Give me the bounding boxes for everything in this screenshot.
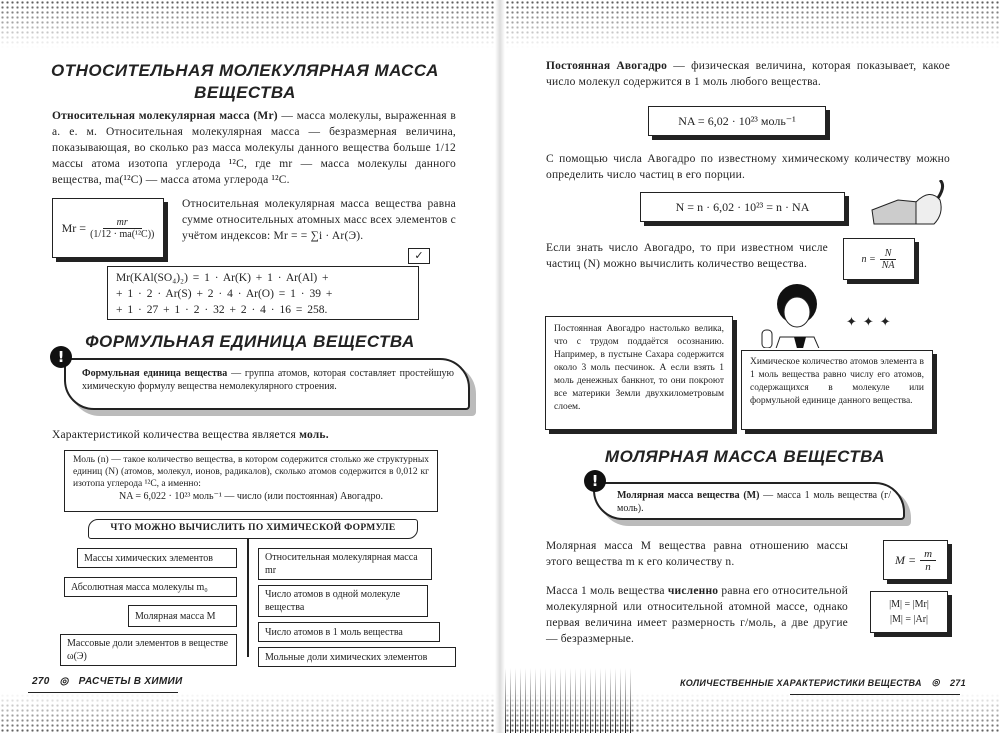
abs-formula: |M| = |Mr| (889, 599, 929, 610)
term: Постоянная Авогадро (546, 60, 668, 72)
example-line: + 1 · 27 + 1 · 2 · 32 + 2 · 4 · 16 = 258. (116, 304, 328, 316)
diagram-node: Относительная молекулярная масса mr (258, 548, 432, 580)
term: Молярная масса вещества (M) (617, 490, 760, 501)
formula-denominator: NA (881, 259, 895, 271)
sparkle-icon: ✦✦✦ (846, 314, 897, 329)
avogadro-formula: NA = 6,022 · 10²³ моль⁻¹ — число (или постоянная) Авогадро. (119, 491, 383, 502)
page-title: ОТНОСИТЕЛЬНАЯ МОЛЕКУЛЯРНАЯ МАССА (51, 61, 439, 80)
diagram-node: Массы химических элементов (77, 548, 237, 568)
page-number: 271 (949, 677, 966, 688)
spiral-icon: ◎ (931, 677, 940, 687)
check-icon: ✓ (408, 248, 430, 264)
abs-formula: |M| = |Ar| (889, 614, 929, 625)
fact-box: Постоянная Авогадро настолько велика, что с трудом поддаётся осознанию. Например, в пустыне Сахара содержится около 3 моль песчинок. А если взять 1 моль денежных банкнот, то они покроют все материки Земли двухкилометровым слоем. (545, 316, 733, 430)
formula-numerator: N (880, 248, 897, 260)
definition-text: — масса молекулы, выраженная в а. е. м. Относительная молекулярная масса — безразмерная величина, показывающая, во сколько раз масса молекулы данного вещества больше 1/12 массы атома изотопа углерода ¹²C, где mr — масса молекулы данного вещества, ma(¹²C) — масса атома углерода ¹²C. (52, 110, 456, 186)
text: равна его относительной молекулярной или относительной атомной массе, однако первая величина имеет размерность г/моль, а две другие — безразмерные. (546, 585, 848, 645)
section-heading: ФОРМУЛЬНАЯ ЕДИНИЦА ВЕЩЕСТВА (85, 332, 415, 351)
mole-term: моль. (299, 429, 329, 441)
example-line: + 1 · 2 · Ar(S) + 2 · 4 · Ar(O) = 1 · 39 + (116, 288, 333, 300)
definition-text: — физическая величина, которая показывает, какое число молекул содержится в 1 моль любого вещества. (546, 60, 950, 88)
formula-diagram-banner: ЧТО МОЖНО ВЫЧИСЛИТЬ ПО ХИМИЧЕСКОЙ ФОРМУЛЕ (88, 519, 418, 539)
spiral-icon: ◎ (59, 676, 69, 687)
fact-box: Химическое количество атомов элемента в 1 моль вещества равно числу его атомов, содержащихся в молекуле или формульной единице данного вещества. (741, 350, 933, 430)
mole-definition: Моль (n) — такое количество вещества, в котором содержится столько же структурных единиц (N) (атомов, молекул, ионов, радикалов), сколько атомов содержится в 0,012 кг изотопа углерода ¹²C, а именно: (73, 455, 429, 489)
example-line: Mr(KAl(SO₄)₂) = 1 · Ar(K) + 1 · Ar(Al) + (116, 272, 329, 284)
term: Формульная единица вещества (82, 368, 228, 379)
character-illustration (752, 282, 842, 348)
mole-definition-box (64, 450, 438, 512)
definition-paragraph (52, 108, 456, 188)
paragraph (546, 583, 848, 647)
exclamation-icon: ! (50, 346, 72, 368)
definition-callout (593, 482, 905, 520)
formula-numerator: mr (103, 217, 142, 229)
mole-intro-text: Характеристикой количества вещества является (52, 429, 300, 441)
formula-denominator: (1/12 · ma(¹²C)) (90, 228, 155, 240)
example-calculation-box (107, 266, 419, 320)
diagram-node: Абсолютная масса молекулы m₀ (64, 577, 237, 597)
paragraph: Если знать число Авогадро, то при известном числе частиц (N) можно вычислить количество вещества. (546, 242, 828, 270)
n-formula-box: N = n · 6,02 · 10²³ = n · NA (640, 192, 845, 222)
definition-text: — масса 1 моль вещества (г/моль). (617, 490, 891, 514)
sum-rule-text: Относительная молекулярная масса вещества равна сумме относительных атомных масс всех элементов с учётом индексов: Mr = = ∑i · Ar(Э). (182, 198, 456, 242)
page-footer (680, 677, 966, 688)
paragraph: Молярная масса M вещества равна отношению массы этого вещества m к его количеству n. (546, 540, 848, 568)
diagram-node: Число атомов в одной молекуле вещества (258, 585, 428, 617)
mr-formula-box (52, 198, 164, 258)
na-formula-box: NA = 6,02 · 10²³ моль⁻¹ (648, 106, 826, 136)
page-title-line2: ВЕЩЕСТВА (194, 83, 296, 102)
section-heading: МОЛЯРНАЯ МАССА ВЕЩЕСТВА (604, 447, 886, 466)
abs-equality-box (870, 591, 948, 633)
definition-text: — группа атомов, которая составляет простейшую химическую формулу вещества немолекулярного строения. (82, 368, 454, 392)
avogadro-definition (546, 58, 950, 90)
running-footer: РАСЧЕТЫ В ХИМИИ (78, 676, 183, 687)
footer-rule (28, 692, 178, 693)
diagram-node: Молярная масса M (128, 605, 237, 627)
running-footer: КОЛИЧЕСТВЕННЫЕ ХАРАКТЕРИСТИКИ ВЕЩЕСТВА (680, 677, 922, 688)
definition-callout (64, 358, 470, 410)
cat-in-bag-illustration (868, 180, 948, 228)
m-formula-box (883, 540, 948, 580)
term: Относительная молекулярная масса (Mr) (52, 110, 278, 122)
formula-lhs: Mr = (61, 220, 87, 235)
page-number: 270 (32, 676, 50, 687)
paragraph: С помощью числа Авогадро по известному химическому количеству можно определить число частиц в его порции. (546, 153, 950, 181)
footer-rule (790, 694, 960, 695)
formula-denominator: n (925, 560, 931, 573)
mole-intro (52, 427, 472, 443)
formula-numerator: m (920, 548, 936, 561)
text: Масса 1 моль вещества (546, 585, 668, 597)
emphasis: численно (667, 585, 719, 597)
diagram-node: Мольные доли химических элементов (258, 647, 456, 667)
formula-lhs: n = (861, 253, 876, 265)
n-equals-box (843, 238, 915, 280)
speed-lines-decoration (505, 668, 635, 733)
page-footer (32, 676, 182, 687)
book-spine (495, 0, 505, 733)
diagram-trunk (247, 539, 249, 657)
exclamation-icon: ! (584, 470, 606, 492)
diagram-node: Массовые доли элементов в веществе ω(Э) (60, 634, 237, 666)
formula-lhs: M = (894, 552, 917, 567)
diagram-node: Число атомов в 1 моль вещества (258, 622, 440, 642)
